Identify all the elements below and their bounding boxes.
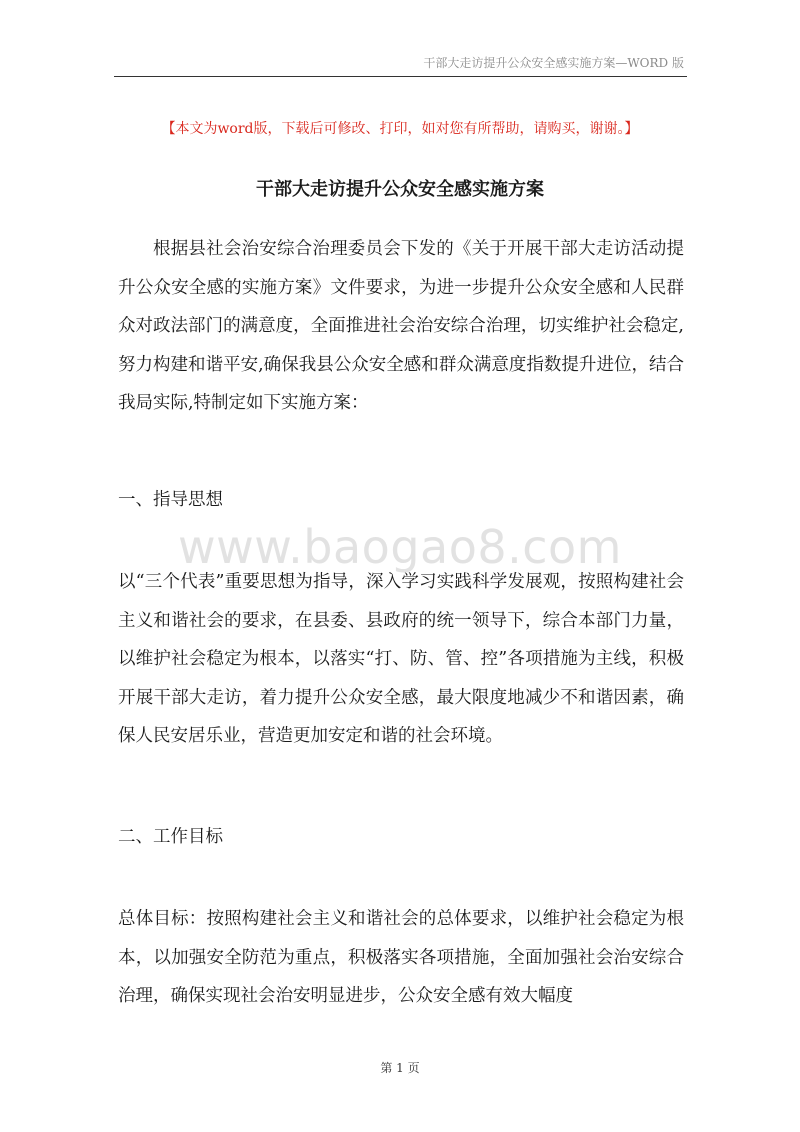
section-body-work-goals: 总体目标：按照构建社会主义和谐社会的总体要求，以维护社会稳定为根本，以加强安全防范为重点，积极落实各项措施，全面加强社会治安综合治理，确保实现社会治安明显进步，公众安全感有效大幅度 bbox=[118, 909, 684, 1007]
document-title: 干部大走访提升公众安全感实施方案 bbox=[256, 179, 544, 200]
header-divider bbox=[114, 76, 687, 77]
purchase-notice: 【本文为word版，下载后可修改、打印，如对您有所帮助，请购买，谢谢。】 bbox=[161, 121, 639, 137]
running-header: 干部大走访提升公众安全感实施方案—WORD 版 bbox=[423, 56, 684, 70]
intro-paragraph: 根据县社会治安综合治理委员会下发的《关于开展干部大走访活动提升公众安全感的实施方案》文件要求，为进一步提升公众安全感和人民群众对政法部门的满意度，全面推进社会治安综合治理，切实维护社会稳定,努力构建和谐平安,确保我县公众安全感和群众满意度指数提升进位，结合我局实际,特制定如下实施方案： bbox=[118, 239, 684, 414]
watermark: www.baogao8.com bbox=[178, 520, 622, 574]
section-heading-work-goals: 二、工作目标 bbox=[118, 827, 223, 847]
page-number: 第 1 页 bbox=[380, 1061, 420, 1075]
section-body-guiding-ideology: 以“三个代表”重要思想为指导，深入学习实践科学发展观，按照构建社会主义和谐社会的要求，在县委、县政府的统一领导下，综合本部门力量，以维护社会稳定为根本，以落实“打、防、管、控”各项措施为主线，积极开展干部大走访，着力提升公众安全感，最大限度地减少不和谐因素，确保人民安居乐业，营造更加安定和谐的社会环境。 bbox=[118, 572, 684, 747]
section-heading-guiding-ideology: 一、指导思想 bbox=[118, 490, 223, 510]
